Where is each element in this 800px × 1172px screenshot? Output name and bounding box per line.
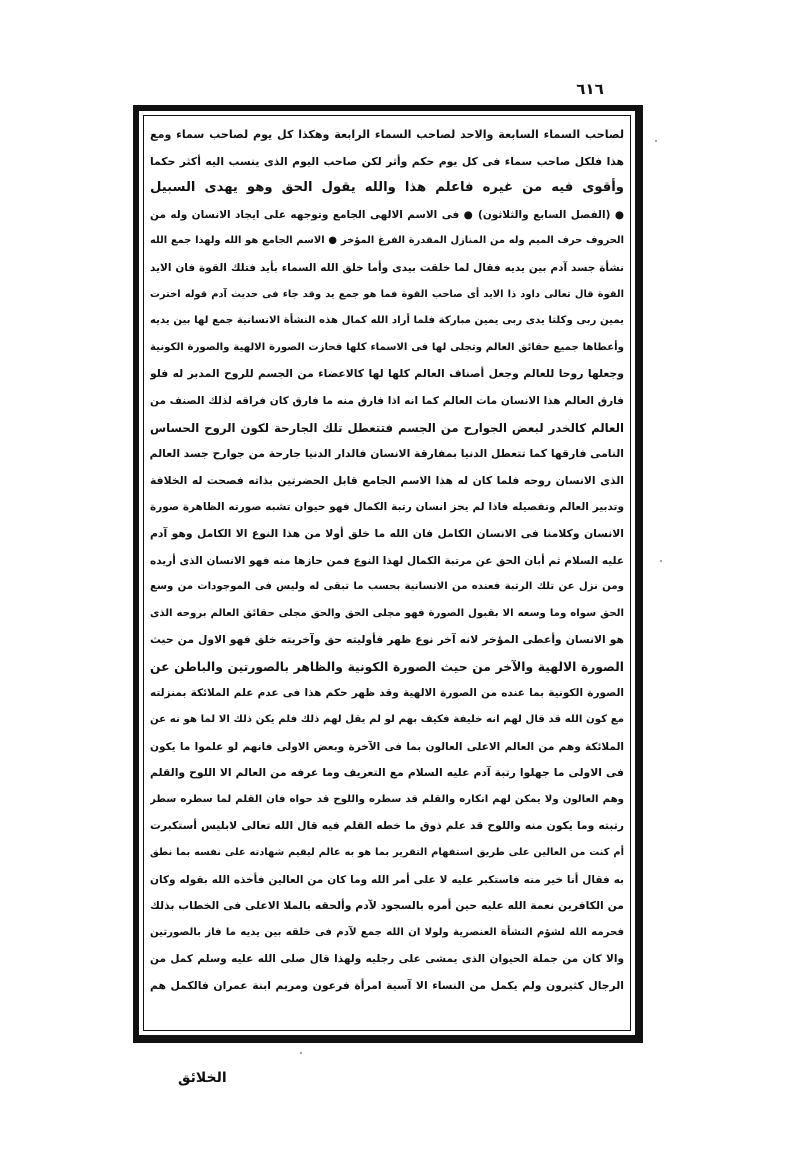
text-line: فحرمه الله لشؤم النشأة العنصرية ولولا ان الله جمع لآدم فى خلقه بين يديه ما فاز بالصورتين [150,926,624,938]
text-line: الرجال كثيرون ولم يكمل من النساء الا آسية امرأة فرعون ومريم ابنة عمران فالكمل هم [150,979,624,992]
text-line: وجعلها روحا للعالم وجعل أصناف العالم كلها لها كالاعضاء من الجسم للروح المدبر له فلو [150,367,624,381]
text-line: لصاحب السماء السابعة والاحد لصاحب السماء الرابعة وهكذا كل يوم لصاحب سماء ومع [150,128,624,141]
main-text-block [150,122,624,1000]
text-line: به فقال أنا خير منه فاستكبر عليه لا على أمر الله وما كان من العالين فأخذه الله بقوله وكان [150,873,624,886]
text-line: ومن نزل عن تلك الرتبة فعنده من الانسانية بحسب ما تبقى له وليس فى الموجودات من وسع [150,581,624,593]
text-line: وأعطاها جميع حقائق العالم وتجلى لها فى الاسماء كلها فحازت الصورة الالهية والصورة الكونية [150,341,624,353]
chapter-heading-line: ● (الفصل السابع والثلاثون) ● فى الاسم الالهى الجامع وتوجهه على ايجاد الانسان وله من [150,208,624,221]
text-line: هذا فلكل صاحب سماء فى كل يوم حكم وأثر لكن صاحب اليوم الذى ينسب اليه أكثر حكما [150,154,624,168]
page-number: ٦١٦ [576,80,604,98]
text-line: الملائكة وهم من العالم الاعلى العالون بما فى الآخرة وبعض الاولى فانهم لو علموا ما يكون [150,740,624,753]
text-line: من الكافرين نعمة الله عليه حين أمره بالسجود لآدم وألحقه بالملا الاعلى فى الخطاب بذلك [150,899,624,913]
text-line: رتبته وما يكون منه واللوح قد علم ذوق ما خطه القلم فيه قال الله تعالى لابليس أستكبرت [150,819,624,833]
text-line: القوة قال تعالى داود ذا الايد أى صاحب القوة فما هو جمع يد وقد جاء فى حديث آدم قوله اخترت [150,288,624,300]
text-frame-inner-border [143,115,631,1031]
text-line: عليه السلام ثم أبان الحق عن مرتبة الكمال لهذا النوع فمن حازها منه فهو الانسان الذى أريده [150,554,624,567]
text-line: مع كون الله قد قال لهم انه خليفة فكيف بهم لو لم يقل لهم ذلك فلم يكن ذلك الا لما هو نه عن [150,714,624,726]
text-line: الصورة الكونية بما عنده من الصورة الالهية وقد ظهر حكم هذا فى عدم علم الملائكة بمنزلته [150,687,624,700]
catchword: الخلائق [178,1070,227,1086]
text-line: الحق سواه وما وسعه الا بقبول الصورة فهو مجلى الحق والحق مجلى حقائق العالم بروحه الذى [150,607,624,619]
text-line: والا كان من جملة الحيوان الذى يمشى على رجليه ولهذا قال صلى الله عليه وسلم كمل من [150,953,624,966]
text-frame-outer-border [133,105,643,1043]
text-line: فارق العالم هذا الانسان مات العالم كما انه اذا فارق منه ما فارق كان فراقه لذلك الصنف من [150,394,624,407]
text-line: وأقوى فيه من غيره فاعلم هذا والله يقول الحق وهو يهدى السبيل [150,180,624,196]
text-line: الصورة الالهية والآخر من حيث الصورة الكونية والظاهر بالصورتين والباطن عن [150,659,624,674]
text-line: يمين ربى وكلتا يدى ربى يمين مباركة فلما أراد الله كمال هذه النشأة الانسانية جمع لها بين يديه [150,315,624,327]
text-line: نشأة جسد آدم بين يديه فقال لما خلقت بيدى وأما خلق الله السماء بأيد فتلك القوة فان الايد [150,261,624,274]
scan-speck [660,560,662,562]
text-line: أم كنت من العالين على طريق استفهام التقرير بما هو به عالم ليقيم شهادته على نفسه بما نطق [150,847,624,859]
text-line: وهم العالون ولا يمكن لهم انكاره والقلم قد سطره واللوح قد حواه فان القلم لما سطره سطر [150,793,624,805]
text-line: الذى الانسان روحه فلما كان له هذا الاسم الجامع قابل الحضرتين بذاته فصحت له الخلافة [150,473,624,487]
scan-speck [655,140,657,142]
scan-speck [300,1052,302,1054]
text-line: الحروف حرف الميم وله من المنازل المقدرة الفرغ المؤخر ● الاسم الجامع هو الله ولهذا جمع الله [150,235,624,247]
text-line: هو الانسان وأعطى المؤخر لانه آخر نوع ظهر فأوليته حق وآخريته خلق فهو الاول من حيث [150,633,624,647]
text-line: النامى فارقها كما تتعطل الدنيا بمفارقة الانسان فالدار الدنيا جارحة من جوارح جسد العالم [150,447,624,461]
text-line: فى الاولى ما جهلوا رتبة آدم عليه السلام مع التعريف وما عرفه من العالم الا اللوح والقلم [150,766,624,780]
text-line: العالم كالخدر لبعض الجوارح من الجسم فتتعطل تلك الجارحة لكون الروح الحساس [150,420,624,435]
text-line: الانسان وكلامنا فى الانسان الكامل فان الله ما خلق أولا من هذا النوع الا الكامل وهو آدم [150,526,624,540]
text-line: وتدبير العالم وتفصيله فاذا لم يحز انسان رتبة الكمال فهو حيوان تشبه صورته الظاهرة صورة [150,501,624,514]
